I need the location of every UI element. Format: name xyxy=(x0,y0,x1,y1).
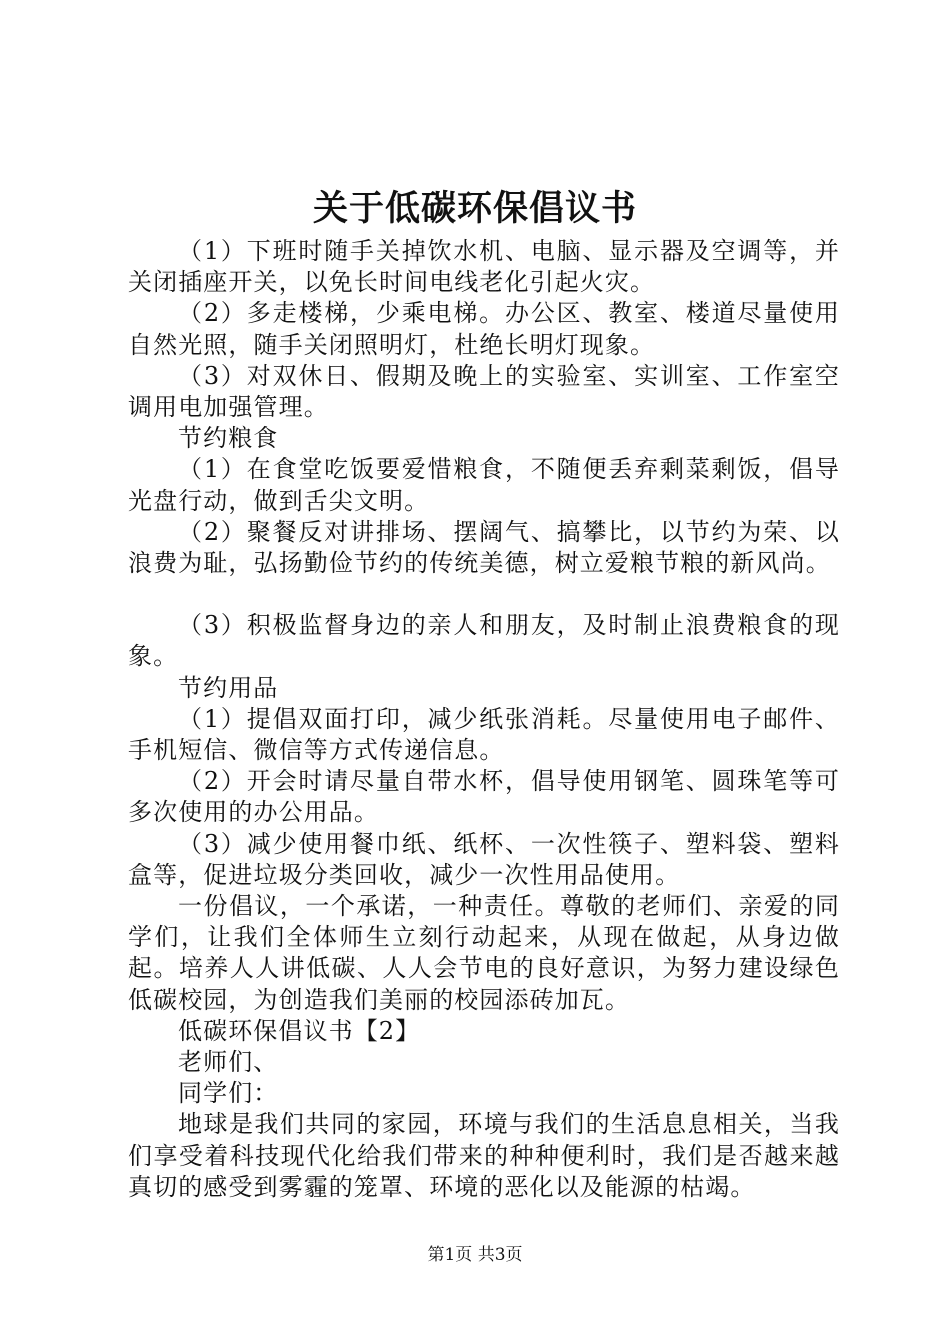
section-heading: 低碳环保倡议书【2】 xyxy=(178,1016,421,1045)
document-title: 关于低碳环保倡议书 xyxy=(312,188,637,229)
paragraph: （3）对双休日、假期及晚上的实验室、实训室、工作室空调用电加强管理。 xyxy=(128,361,840,422)
paragraph: （1）在食堂吃饭要爱惜粮食，不随便丢弃剩菜剩饭，倡导光盘行动，做到舌尖文明。 xyxy=(128,455,840,515)
paragraph: （3）减少使用餐巾纸、纸杯、一次性筷子、塑料袋、塑料盒等，促进垃圾分类回收，减少一次性用品使用。 xyxy=(128,829,840,889)
salutation: 同学们： xyxy=(178,1079,279,1108)
paragraph: （3）积极监督身边的亲人和朋友，及时制止浪费粮食的现象。 xyxy=(128,611,840,671)
document-body xyxy=(128,236,840,1203)
salutation: 老师们、 xyxy=(178,1048,279,1077)
page-footer: 第1页 共3页 xyxy=(427,1245,523,1265)
paragraph: （2）聚餐反对讲排场、摆阔气、搞攀比，以节约为荣、以浪费为耻，弘扬勤俭节约的传统美德，树立爱粮节粮的新风尚。 xyxy=(128,517,840,578)
paragraph: （2）开会时请尽量自带水杯，倡导使用钢笔、圆珠笔等可多次使用的办公用品。 xyxy=(128,767,840,827)
paragraph: 地球是我们共同的家园，环境与我们的生活息息相关，当我们享受着科技现代化给我们带来的种种便利时，我们是否越来越真切的感受到雾霾的笼罩、环境的恶化以及能源的枯竭。 xyxy=(128,1110,840,1201)
paragraph: 一份倡议，一个承诺，一种责任。尊敬的老师们、亲爱的同学们，让我们全体师生立刻行动起来，从现在做起，从身边做起。培养人人讲低碳、人人会节电的良好意识，为努力建设绿色低碳校园，为创造我们美丽的校园添砖加瓦。 xyxy=(128,892,840,1014)
section-heading: 节约粮食 xyxy=(178,424,279,453)
paragraph: （2）多走楼梯，少乘电梯。办公区、教室、楼道尽量使用自然光照，随手关闭照明灯，杜绝长明灯现象。 xyxy=(128,299,840,359)
section-heading: 节约用品 xyxy=(178,673,279,702)
paragraph: （1）提倡双面打印，减少纸张消耗。尽量使用电子邮件、手机短信、微信等方式传递信息。 xyxy=(128,704,840,765)
paragraph: （1）下班时随手关掉饮水机、电脑、显示器及空调等，并关闭插座开关，以免长时间电线老化引起火灾。 xyxy=(128,237,840,297)
